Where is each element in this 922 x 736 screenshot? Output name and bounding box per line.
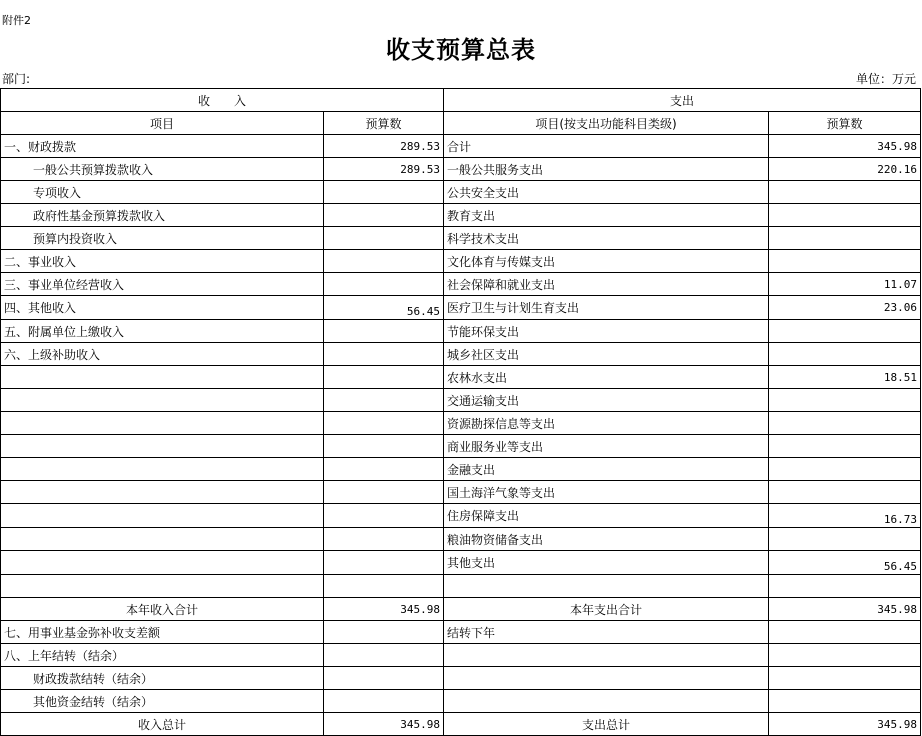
expense-label: 金融支出 <box>444 458 769 481</box>
column-header-row <box>1 112 921 135</box>
income-value <box>324 551 444 575</box>
income-label <box>1 389 324 412</box>
income-value <box>324 181 444 204</box>
income-value: 289.53 <box>324 135 444 158</box>
income-value: 289.53 <box>324 158 444 181</box>
expense-label: 国土海洋气象等支出 <box>444 481 769 504</box>
income-value <box>324 644 444 667</box>
income-value <box>324 412 444 435</box>
income-budget-header: 预算数 <box>324 112 444 135</box>
income-value <box>324 435 444 458</box>
income-label: 财政拨款结转（结余） <box>1 667 324 690</box>
expense-label: 城乡社区支出 <box>444 343 769 366</box>
table-row <box>1 412 921 435</box>
expense-value <box>769 412 921 435</box>
page-title: 收支预算总表 <box>386 35 536 64</box>
income-label: 一、财政拨款 <box>1 135 324 158</box>
expense-total-label: 支出总计 <box>444 713 769 736</box>
income-total-label: 收入总计 <box>1 713 324 736</box>
table-row <box>1 528 921 551</box>
expense-label <box>444 667 769 690</box>
expense-value <box>769 181 921 204</box>
table-row <box>1 690 921 713</box>
expense-item-header: 项目(按支出功能科目类级) <box>444 112 769 135</box>
income-value <box>324 458 444 481</box>
income-label: 六、上级补助收入 <box>1 343 324 366</box>
expense-value <box>769 667 921 690</box>
unit-label: 单位：万元 <box>855 72 916 86</box>
table-row <box>1 158 921 181</box>
income-label: 政府性基金预算拨款收入 <box>1 204 324 227</box>
income-value <box>324 273 444 296</box>
expense-value <box>769 435 921 458</box>
income-label <box>1 412 324 435</box>
income-label: 二、事业收入 <box>1 250 324 273</box>
expense-value <box>769 250 921 273</box>
income-value <box>324 667 444 690</box>
income-subtotal-value: 345.98 <box>324 598 444 621</box>
expense-value <box>769 204 921 227</box>
income-label: 八、上年结转（结余） <box>1 644 324 667</box>
table-row <box>1 458 921 481</box>
table-row <box>1 551 921 575</box>
expense-label: 一般公共服务支出 <box>444 158 769 181</box>
table-row <box>1 667 921 690</box>
income-label <box>1 366 324 389</box>
income-subtotal-label: 本年收入合计 <box>1 598 324 621</box>
table-row <box>1 273 921 296</box>
income-value <box>324 250 444 273</box>
income-label: 四、其他收入 <box>1 296 324 320</box>
table-row <box>1 296 921 320</box>
income-label: 一般公共预算拨款收入 <box>1 158 324 181</box>
income-label: 其他资金结转（结余） <box>1 690 324 713</box>
expense-value <box>769 621 921 644</box>
table-row <box>1 644 921 667</box>
expense-section-header: 支出 <box>444 89 921 112</box>
table-row <box>1 621 921 644</box>
expense-value: 18.51 <box>769 366 921 389</box>
table-row <box>1 204 921 227</box>
expense-value <box>769 528 921 551</box>
expense-value <box>769 644 921 667</box>
table-row <box>1 181 921 204</box>
expense-label: 文化体育与传媒支出 <box>444 250 769 273</box>
expense-label <box>444 690 769 713</box>
expense-value <box>769 481 921 504</box>
income-label: 预算内投资收入 <box>1 227 324 250</box>
expense-value: 220.16 <box>769 158 921 181</box>
table-row <box>1 366 921 389</box>
expense-label: 节能环保支出 <box>444 320 769 343</box>
table-row <box>1 135 921 158</box>
income-value: 56.45 <box>324 296 444 320</box>
income-section-header: 收 入 <box>1 89 444 112</box>
expense-label: 交通运输支出 <box>444 389 769 412</box>
table-row <box>1 575 921 598</box>
expense-label: 教育支出 <box>444 204 769 227</box>
subtotal-row <box>1 598 921 621</box>
expense-label: 农林水支出 <box>444 366 769 389</box>
income-item-header: 项目 <box>1 112 324 135</box>
income-label <box>1 551 324 575</box>
table-row <box>1 481 921 504</box>
income-value <box>324 227 444 250</box>
income-total-value: 345.98 <box>324 713 444 736</box>
expense-label: 合计 <box>444 135 769 158</box>
expense-value <box>769 690 921 713</box>
attachment-label: 附件2 <box>2 14 31 27</box>
income-label <box>1 481 324 504</box>
income-value <box>324 366 444 389</box>
income-label <box>1 575 324 598</box>
income-value <box>324 575 444 598</box>
expense-label: 科学技术支出 <box>444 227 769 250</box>
expense-label: 结转下年 <box>444 621 769 644</box>
income-label <box>1 458 324 481</box>
income-value <box>324 481 444 504</box>
expense-value <box>769 227 921 250</box>
expense-label: 粮油物资储备支出 <box>444 528 769 551</box>
income-label <box>1 435 324 458</box>
income-label: 专项收入 <box>1 181 324 204</box>
expense-label: 商业服务业等支出 <box>444 435 769 458</box>
department-label: 部门: <box>2 72 31 86</box>
expense-value: 345.98 <box>769 135 921 158</box>
income-value <box>324 343 444 366</box>
income-value <box>324 690 444 713</box>
table-row <box>1 250 921 273</box>
expense-value <box>769 320 921 343</box>
income-label: 五、附属单位上缴收入 <box>1 320 324 343</box>
table-row <box>1 504 921 528</box>
expense-label: 公共安全支出 <box>444 181 769 204</box>
expense-label: 其他支出 <box>444 551 769 575</box>
expense-budget-header: 预算数 <box>769 112 921 135</box>
income-value <box>324 528 444 551</box>
income-label <box>1 528 324 551</box>
expense-value: 56.45 <box>769 551 921 575</box>
expense-label: 社会保障和就业支出 <box>444 273 769 296</box>
expense-label <box>444 575 769 598</box>
income-value <box>324 320 444 343</box>
income-value <box>324 621 444 644</box>
income-label <box>1 504 324 528</box>
expense-label: 医疗卫生与计划生育支出 <box>444 296 769 320</box>
income-value <box>324 504 444 528</box>
expense-label: 资源勘探信息等支出 <box>444 412 769 435</box>
table-row <box>1 343 921 366</box>
expense-label: 住房保障支出 <box>444 504 769 528</box>
income-value <box>324 389 444 412</box>
expense-value: 16.73 <box>769 504 921 528</box>
expense-label <box>444 644 769 667</box>
expense-value: 23.06 <box>769 296 921 320</box>
expense-value <box>769 343 921 366</box>
income-value <box>324 204 444 227</box>
expense-value <box>769 575 921 598</box>
expense-value <box>769 458 921 481</box>
expense-subtotal-label: 本年支出合计 <box>444 598 769 621</box>
expense-subtotal-value: 345.98 <box>769 598 921 621</box>
expense-value: 11.07 <box>769 273 921 296</box>
income-label: 三、事业单位经营收入 <box>1 273 324 296</box>
table-row <box>1 227 921 250</box>
table-row <box>1 435 921 458</box>
table-row <box>1 320 921 343</box>
expense-total-value: 345.98 <box>769 713 921 736</box>
budget-table <box>0 88 921 736</box>
table-row <box>1 389 921 412</box>
expense-value <box>769 389 921 412</box>
section-header-row <box>1 89 921 112</box>
income-label: 七、用事业基金弥补收支差额 <box>1 621 324 644</box>
total-row <box>1 713 921 736</box>
